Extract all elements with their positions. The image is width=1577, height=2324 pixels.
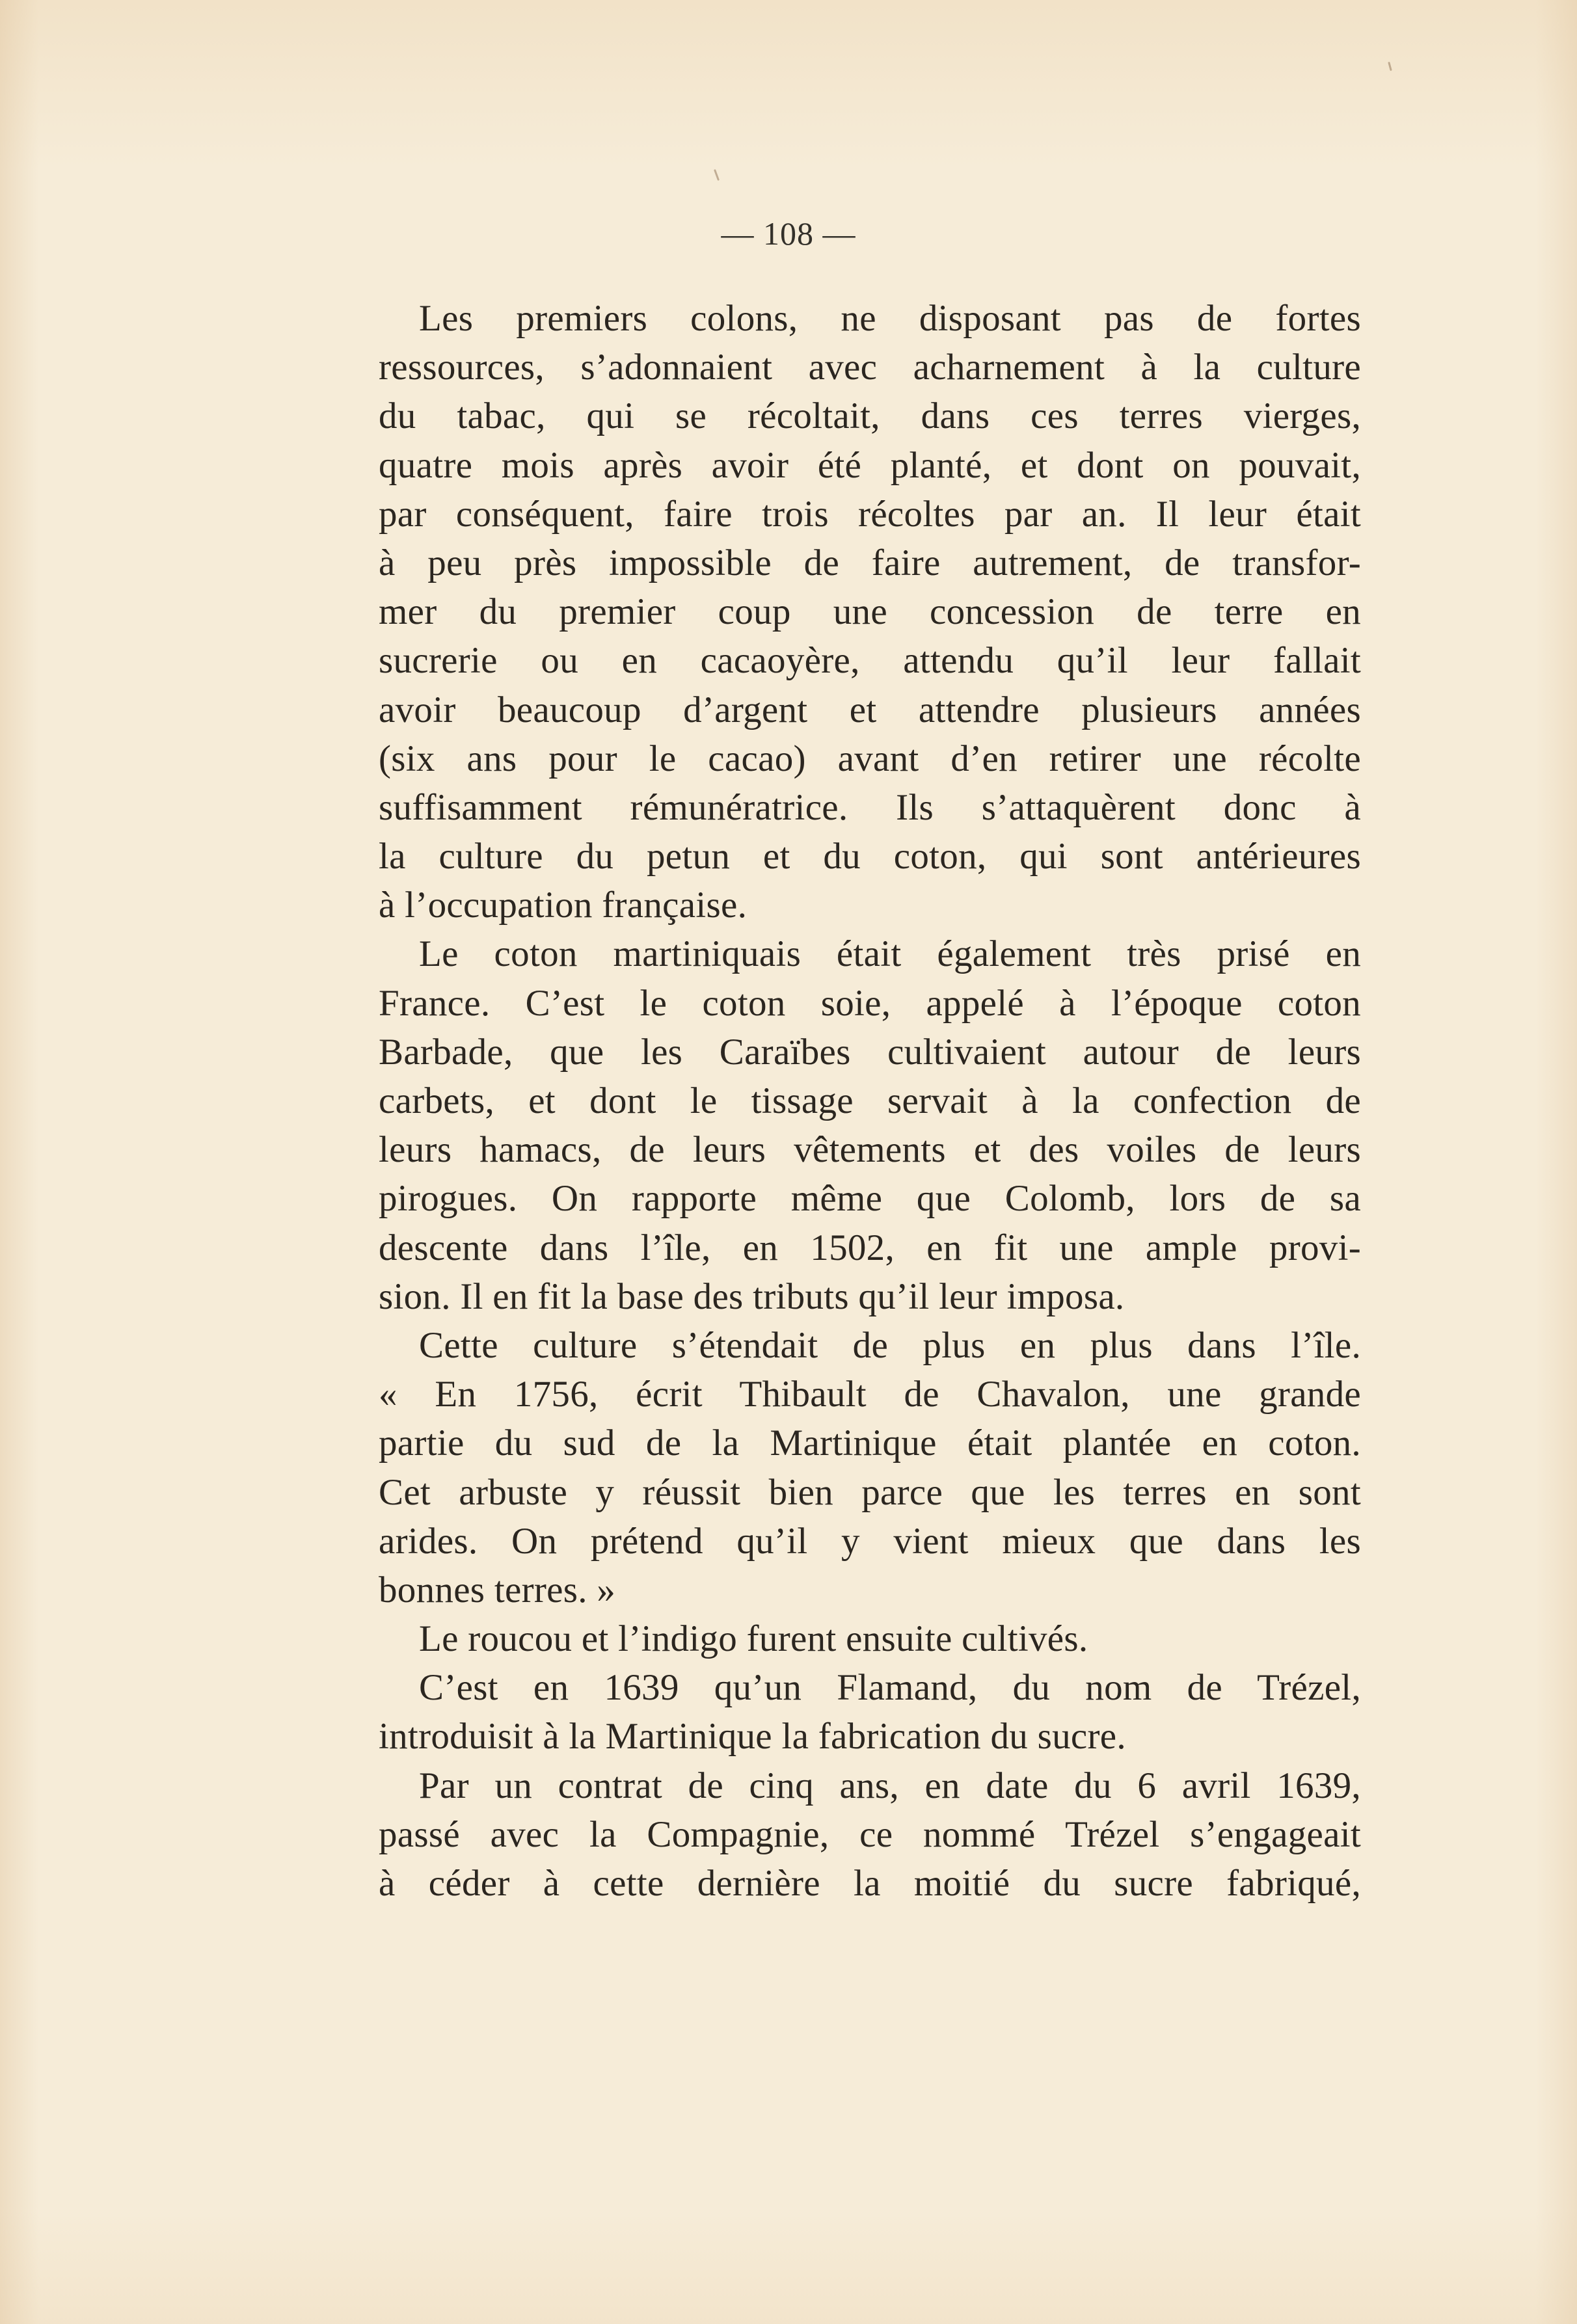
text-line: Le coton martiniquais était également très prisé en (419, 933, 1361, 975)
text-line: Barbade, que les Caraïbes cultivaient autour de leurs (379, 1031, 1361, 1073)
text-line: quatre mois après avoir été planté, et dont on pouvait, (379, 444, 1361, 486)
paragraph-2 (379, 929, 1361, 1321)
paragraph-5 (379, 1663, 1361, 1761)
text-line: à l’occupation française. (379, 885, 748, 926)
text-line: à céder à cette dernière la moitié du sucre fabriqué, (379, 1863, 1361, 1904)
text-line: Par un contrat de cinq ans, en date du 6 avril 1639, (419, 1765, 1361, 1806)
text-line: arides. On prétend qu’il y vient mieux que dans les (379, 1520, 1361, 1562)
paragraph-1 (379, 294, 1361, 929)
text-line: à peu près impossible de faire autrement, de transfor- (379, 542, 1361, 583)
text-line: descente dans l’île, en 1502, en fit une ample provi- (379, 1227, 1361, 1268)
paragraph-4 (379, 1614, 1361, 1663)
body-text (379, 294, 1361, 1908)
text-line: bonnes terres. » (379, 1569, 616, 1610)
text-line: passé avec la Compagnie, ce nommé Trézel s’engageait (379, 1813, 1361, 1855)
text-line: « En 1756, écrit Thibault de Chavalon, une grande (379, 1374, 1361, 1415)
text-line: sucrerie ou en cacaoyère, attendu qu’il leur fallait (379, 640, 1361, 682)
text-line: du tabac, qui se récoltait, dans ces terres vierges, (379, 395, 1361, 437)
paragraph-6 (379, 1761, 1361, 1908)
text-line: Les premiers colons, ne disposant pas de fortes (419, 298, 1361, 339)
text-line: ressources, s’adonnaient avec acharnement à la culture (379, 347, 1361, 388)
text-line: suffisamment rémunératrice. Ils s’attaquèrent donc à (379, 786, 1361, 828)
text-line: avoir beaucoup d’argent et attendre plusieurs années (379, 689, 1361, 730)
text-line: France. C’est le coton soie, appelé à l’époque coton (379, 982, 1361, 1024)
text-line: carbets, et dont le tissage servait à la confection de (379, 1080, 1361, 1121)
text-line: partie du sud de la Martinique était plantée en coton. (379, 1422, 1361, 1464)
text-line: C’est en 1639 qu’un Flamand, du nom de Trézel, (419, 1667, 1361, 1709)
text-line: Cet arbuste y réussit bien parce que les terres en sont (379, 1471, 1361, 1513)
text-line: Cette culture s’étendait de plus en plus dans l’île. (419, 1324, 1361, 1366)
page-number: — 108 — (721, 215, 856, 252)
text-line: pirogues. On rapporte même que Colomb, lors de sa (379, 1178, 1361, 1220)
text-line: Le roucou et l’indigo furent ensuite cultivés. (419, 1618, 1088, 1660)
text-line: sion. Il en fit la base des tributs qu’il leur imposa. (379, 1276, 1125, 1317)
text-line: leurs hamacs, de leurs vêtements et des voiles de leurs (379, 1129, 1361, 1171)
paper-speck (714, 169, 720, 181)
text-line: introduisit à la Martinique la fabrication du sucre. (379, 1716, 1126, 1757)
text-line: (six ans pour le cacao) avant d’en retirer une récolte (379, 738, 1361, 779)
text-line: mer du premier coup une concession de terre en (379, 591, 1361, 633)
text-line: par conséquent, faire trois récoltes par an. Il leur était (379, 493, 1361, 535)
paper-speck (1388, 62, 1392, 71)
paragraph-3-quotation (379, 1321, 1361, 1614)
text-line: la culture du petun et du coton, qui sont antérieures (379, 836, 1361, 877)
